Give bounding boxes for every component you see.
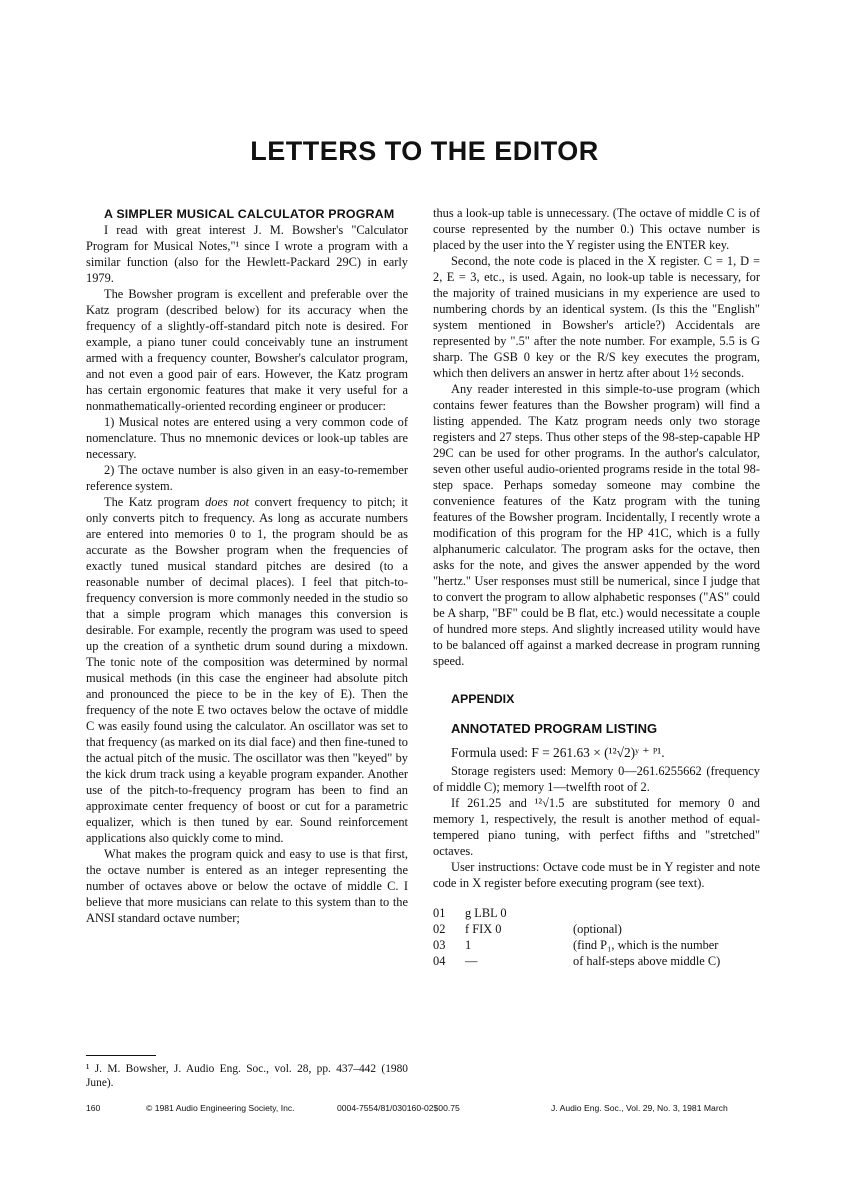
body-paragraph: Any reader interested in this simple-to-use program (which contains fewer features than the Bowsher program) will find a listing appended. The Katz program needs only two storage registers and 27 steps. Thus other steps of the 98-step-capable HP 29C can be used for other programs. In the author's calculator, seven other useful audio-oriented programs reside in the total 98-step space. Perhaps someday someone may combine the convenience features of the Katz program with the tuning features of the Bowsher program. Incidentally, I recently wrote a modification of this program for the HP 41C, which is a fully alphanumeric calculator. The program asks for the octave, then asks for the note, and gives the answer appended by the word "hertz." User responses must still be numerical, since I judge that to convert the program to allow alphabetic responses ("AS" could be A sharp, "BF" could be B flat, etc.) would necessitate a couple of hundred more steps. And slightly increased utility would have to be balanced off against a marked decrease in program running speed.: [433, 382, 760, 668]
step-number: 03: [433, 938, 446, 952]
page-title: LETTERS TO THE EDITOR: [250, 136, 599, 166]
step-number: 04: [433, 954, 446, 968]
program-listing: [433, 905, 760, 969]
article-code: 0004-7554/81/030160-02$00.75: [337, 1103, 460, 1113]
page-number: 160: [86, 1103, 101, 1113]
appendix-heading: APPENDIX: [451, 692, 515, 706]
step-comment: of half-steps above middle C): [573, 954, 721, 968]
list-item: 1) Musical notes are entered using a very common code of nomenclature. Thus no mnemonic devices or look-up tables are necessary.: [86, 415, 408, 461]
listing-row: [433, 937, 760, 953]
body-paragraph: Second, the note code is placed in the X register. C = 1, D = 2, E = 3, etc., is used. Again, no look-up table is necessary, for the majority of trained musicians in my experience are used to numbering chords by an identical system. (Is this the "English" system mentioned in Bowsher's article?) Accidentals are represented by ".5" after the note number. For example, 5.5 is G sharp. The GSB 0 key or the R/S key executes the program, which then delivers an answer in hertz after about 1½ seconds.: [433, 254, 760, 380]
text-run: The Katz program: [104, 495, 206, 509]
listing-heading: ANNOTATED PROGRAM LISTING: [451, 721, 658, 736]
copyright-notice: © 1981 Audio Engineering Society, Inc.: [146, 1103, 295, 1113]
step-key: —: [465, 954, 478, 968]
step-key: 1: [465, 938, 472, 952]
emphasis-text: does not: [205, 495, 250, 509]
user-instructions: User instructions: Octave code must be in Y register and note code in X register before executing program (see text).: [433, 860, 760, 890]
step-number: 01: [433, 906, 446, 920]
letter-heading: A SIMPLER MUSICAL CALCULATOR PROGRAM: [104, 207, 395, 221]
step-comment: [573, 905, 760, 921]
step-comment: (find P₁, which is the number: [573, 938, 719, 952]
body-paragraph: What makes the program quick and easy to use is that first, the octave number is entered as an integer representing the number of octaves above or below the octave of middle C. I believe that more musicians can relate to this system than to the ANSI standard octave number;: [86, 847, 408, 925]
listing-row: [433, 905, 760, 921]
step-number: 02: [433, 922, 446, 936]
right-column: [433, 205, 760, 969]
list-item: 2) The octave number is also given in an easy-to-remember reference system.: [86, 463, 408, 493]
footnote-divider: [86, 1055, 156, 1056]
storage-registers: Storage registers used: Memory 0—261.6255662 (frequency of middle C); memory 1—twelfth root of 2.: [433, 764, 760, 794]
text-run: convert frequency to pitch; it only converts pitch to frequency. As long as accurate numbers are entered into memories 0 to 1, the program should be as accurate as the Bowsher program when the frequencies of exactly tuned musical standard pitches are desired (to a reasonable number of decimal places). I feel that pitch-to-frequency conversion is more commonly needed in the studio so that a simple program which manages this conversion is desirable. For example, recently the program was used to speed up the creation of a synthetic drum sound during a mixdown. The tonic note of the composition was determined by normal musical methods (in this case the engineer had absolute pitch and pronounced the piece to be in the key of E). Then the frequency of the note E two octaves below the octave of middle C was easily found using the calculator. An oscillator was set to that frequency (as marked on its dial face) and then fine-tuned to the actual pitch of the music. The oscillator was then "keyed" by the kick drum track using a keyable program expander. Another use of the pitch-to-frequency program has been to find an approximate center frequency of boost or cut for a parametric equalizer, which is then tuned by ear. Sound reinforcement applications also quickly come to mind.: [86, 495, 408, 845]
body-paragraph: thus a look-up table is unnecessary. (The octave of middle C is of course represented by the number 0.) This octave number is placed by the user into the Y register using the ENTER key.: [433, 206, 760, 252]
journal-citation: J. Audio Eng. Soc., Vol. 29, No. 3, 1981 March: [551, 1103, 728, 1113]
footnote: ¹ J. M. Bowsher, J. Audio Eng. Soc., vol. 28, pp. 437–442 (1980 June).: [86, 1063, 408, 1089]
body-paragraph: [86, 494, 408, 846]
left-column: [86, 206, 408, 926]
step-comment: (optional): [573, 922, 622, 936]
listing-row: [433, 921, 760, 937]
body-paragraph: I read with great interest J. M. Bowsher's "Calculator Program for Musical Notes,"¹ since I wrote a program with a similar function (also for the Hewlett-Packard 29C) in early 1979.: [86, 223, 408, 285]
alternate-method: If 261.25 and ¹²√1.5 are substituted for memory 0 and memory 1, respectively, the result is another method of equal-tempered piano tuning, with perfect fifths and "stretched" octaves.: [433, 796, 760, 858]
step-key: f FIX 0: [465, 922, 502, 936]
body-paragraph: The Bowsher program is excellent and preferable over the Katz program (described below) for its accuracy when the frequency of a slightly-off-standard pitch note is desired. For example, a piano tuner could conceivably tune an instrument armed with a frequency counter, Bowsher's calculator program, and not even a good pair of ears. However, the Katz program has certain ergonomic features that make it very useful for a nonmathematically-oriented recording engineer or producer:: [86, 287, 408, 413]
listing-row: [433, 953, 760, 969]
formula: Formula used: F = 261.63 × (¹²√2)ʸ ⁺ ᴾ¹.: [451, 745, 665, 760]
step-key: g LBL 0: [465, 906, 507, 920]
